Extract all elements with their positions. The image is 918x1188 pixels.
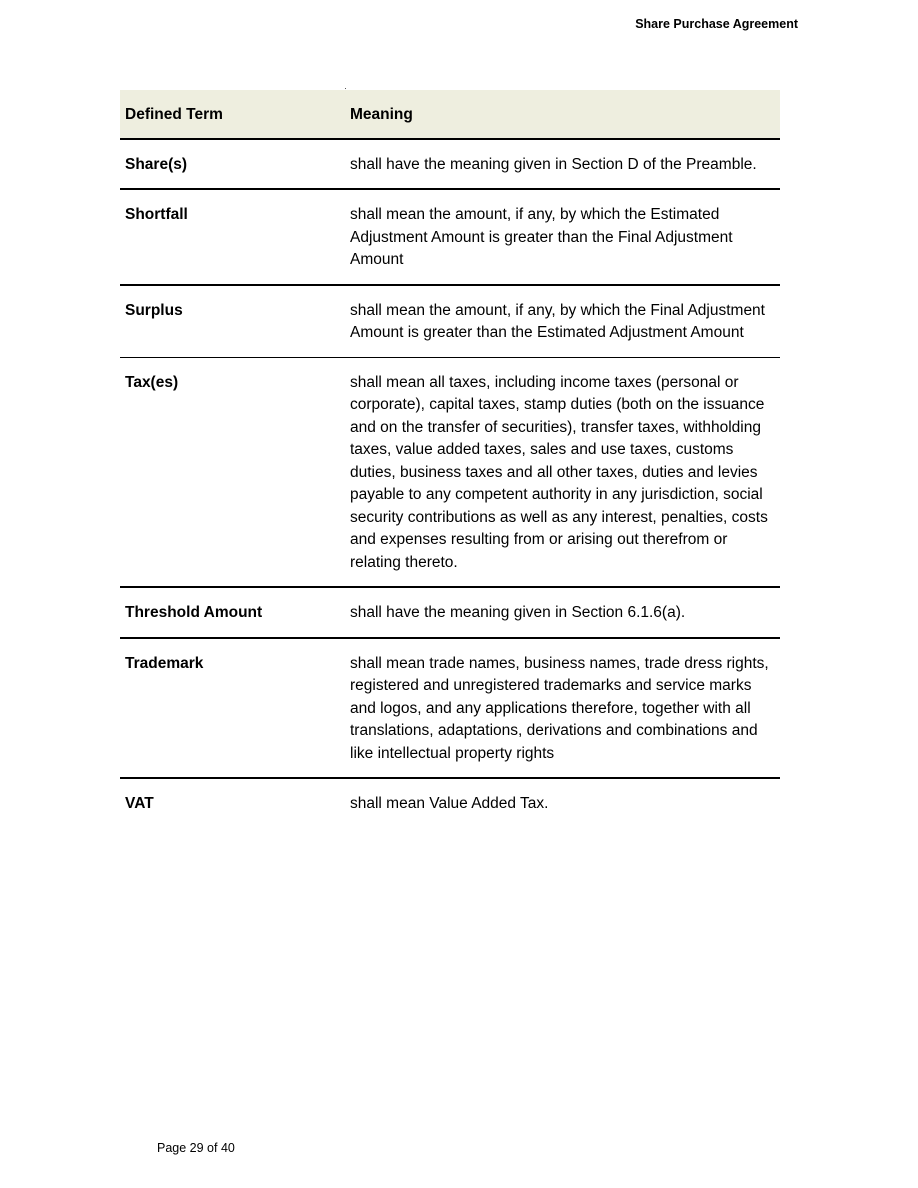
- term-meaning: shall mean the amount, if any, by which the Final Adjustment Amount is greater than the Estimated Adjustment Amount: [345, 285, 780, 358]
- term-meaning: shall mean all taxes, including income taxes (personal or corporate), capital taxes, stamp duties (both on the issuance and on the transfer of securities), transfer taxes, withholding taxes, value added taxes, sales and use taxes, customs duties, business taxes and all other taxes, duties and levies payable to any competent authority in any jurisdiction, social security contributions as well as any interest, penalties, costs and expenses resulting from or arising out therefrom or relating thereto.: [345, 357, 780, 587]
- table-row: [120, 357, 780, 587]
- table-row: [120, 778, 780, 828]
- defined-term: Threshold Amount: [120, 587, 345, 638]
- term-meaning: shall have the meaning given in Section D of the Preamble.: [345, 139, 780, 190]
- term-meaning: shall mean the amount, if any, by which the Estimated Adjustment Amount is greater than the Final Adjustment Amount: [345, 189, 780, 285]
- column-header-defined-term: Defined Term: [120, 90, 345, 139]
- table-row: [120, 189, 780, 285]
- table-row: [120, 638, 780, 779]
- table-row: [120, 587, 780, 638]
- defined-term: Surplus: [120, 285, 345, 358]
- page-number: Page 29 of 40: [157, 1141, 235, 1155]
- term-meaning: shall mean trade names, business names, trade dress rights, registered and unregistered trademarks and service marks and logos, and any applications therefore, together with all translations, adaptations, derivations and combinations and like intellectual property rights: [345, 638, 780, 779]
- stray-mark: [345, 88, 346, 89]
- document-title-header: Share Purchase Agreement: [635, 17, 798, 31]
- table-header-row: [120, 90, 780, 139]
- defined-term: VAT: [125, 795, 154, 812]
- column-header-meaning: Meaning: [345, 90, 780, 139]
- defined-term: Tax(es): [120, 357, 345, 587]
- term-meaning: shall have the meaning given in Section 6.1.6(a).: [345, 587, 780, 638]
- table-row: [120, 139, 780, 190]
- definitions-table: [120, 90, 780, 828]
- term-meaning: shall mean Value Added Tax.: [350, 795, 549, 812]
- defined-term: Trademark: [120, 638, 345, 779]
- defined-term: Share(s): [120, 139, 345, 190]
- defined-term: Shortfall: [120, 189, 345, 285]
- table-row: [120, 285, 780, 358]
